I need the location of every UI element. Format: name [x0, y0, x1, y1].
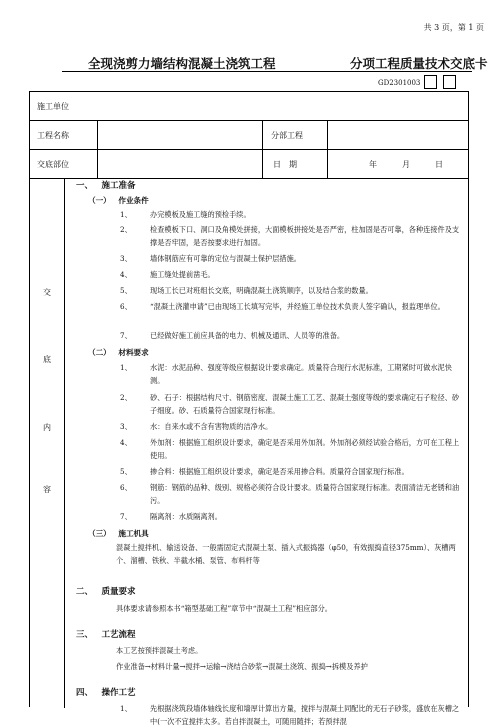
page-number: 共 3 页，第 1 页 [423, 23, 484, 32]
document-title: 全现浇剪力墙结构混凝土浇筑工程 [88, 56, 276, 71]
location-label: 交底部位 [37, 160, 69, 169]
list-item-number: 7、 [120, 512, 132, 521]
list-item-number: 1、 [120, 210, 132, 219]
list-item-text: 办完模板及施工缝的预检手续。 [150, 210, 251, 219]
list-item-number: 2、 [120, 393, 132, 402]
checkbox-2[interactable] [443, 75, 456, 89]
list-item-text: 施工缝处提前凿毛。 [150, 270, 215, 279]
equipment-text: 混凝土搅拌机、输送设备、一般需固定式混凝土泵、插入式振捣器（φ50，有效振捣直径375mm）、灰槽两个、溜槽、铁秋、半截水桶、泵管、布料杆等 [116, 543, 456, 565]
year-label: 年 [369, 160, 377, 169]
construction-unit-field[interactable] [98, 102, 458, 114]
list-item-number: 1、 [120, 704, 132, 713]
process-flow: 作业准备→材料计量→搅拌→运输→浇结合砂浆→混凝土浇筑、振捣→拆模及养护 [116, 662, 368, 671]
location-field[interactable] [100, 157, 258, 171]
list-item-number: 3、 [120, 254, 132, 263]
row-divider [30, 149, 468, 150]
list-item-number: 2、 [120, 225, 132, 234]
side-label-char: 交 [43, 288, 51, 297]
subsection-heading: （二） 材料要求 [88, 348, 149, 357]
list-item-number: 7、 [120, 331, 132, 340]
date-label: 日 期 [273, 160, 297, 169]
list-item-number: 3、 [120, 422, 132, 431]
row-divider [30, 120, 468, 121]
list-item-text: 隔离剂：水质隔离剂。 [150, 512, 222, 521]
section-heading: 一、 施工准备 [76, 181, 136, 191]
title-row [62, 53, 488, 72]
content-body [64, 179, 468, 726]
list-item-text: 外加剂：根据施工组织设计要求，确定是否采用外加剂。外加剂必须经试验合格后，方可在工程上使用。 [150, 438, 460, 460]
list-item-text: 水：自来水或不含有害物质的洁净水。 [150, 422, 273, 431]
list-item-number: 4、 [120, 438, 132, 447]
day-label: 日 [435, 160, 443, 169]
document-subtitle: 分项工程质量技术交底卡 [350, 56, 488, 71]
checkbox-1[interactable] [424, 75, 437, 89]
list-item-number: 6、 [120, 483, 132, 492]
col-divider [262, 121, 263, 178]
list-item-text: 水泥：水泥品种、强度等级应根据设计要求确定。质量符合现行水泥标准，工期紧时可做水泥快测。 [150, 363, 452, 385]
section-heading: 四、 操作工艺 [76, 688, 136, 698]
list-item-number: 5、 [120, 286, 132, 295]
list-item-text: 检查模板下口、洞口及角模处拼接，大面模板拼接处是否严密，柱加固是否可靠，各种连接件及支撑是否牢固，是否按要求进行加固。 [150, 225, 460, 247]
sub-project-label: 分部工程 [271, 131, 303, 140]
form-table [29, 91, 469, 726]
list-item-number: 4、 [120, 270, 132, 279]
month-label: 月 [402, 160, 410, 169]
quality-text: 具体要求请参照本书“箱型基础工程”章节中“混凝土工程”相应部分。 [116, 604, 332, 613]
construction-unit-label: 施工单位 [37, 102, 69, 111]
section-heading: 三、 工艺流程 [76, 630, 136, 640]
col-divider [97, 121, 98, 178]
side-label-char: 容 [43, 485, 51, 494]
subsection-heading: （一） 作业条件 [88, 196, 149, 205]
subsection-heading: （三） 施工机具 [88, 529, 149, 538]
col-divider [327, 121, 328, 178]
process-text: 本工艺按预拌混凝土考虑。 [116, 646, 203, 655]
side-label-char: 内 [43, 423, 51, 432]
list-item-text: 已经做好施工前应具备的电力、机械及通讯、人员等的准备。 [150, 331, 345, 340]
project-name-field[interactable] [100, 128, 258, 142]
list-item-number: 5、 [120, 467, 132, 476]
sub-project-field[interactable] [330, 128, 466, 142]
list-item-text: “混凝土浇灌申请”已由现场工长填写完毕，并经施工单位技术负责人签字确认，报监理单位。 [150, 302, 445, 311]
list-item-text: 现场工长已对班组长交底，明确混凝土浇筑顺序，以及结合浆的数量。 [150, 286, 373, 295]
side-label-char: 底 [43, 355, 51, 364]
list-item-number: 1、 [120, 363, 132, 372]
list-item-text: 掺合料：根据施工组织设计要求，确定是否采用掺合料。质量符合国家现行标准。 [150, 467, 409, 476]
document-code: GD2301003 [378, 79, 421, 87]
list-item-text: 墙体钢筋应有可靠的定位与混凝土保护层措施。 [150, 254, 301, 263]
list-item-number: 6、 [120, 302, 132, 311]
list-item-text: 钢筋：钢筋的品种、级别、规格必须符合设计要求。质量符合国家现行标准。表面清洁无老锈和油污。 [150, 483, 460, 505]
project-name-label: 工程名称 [37, 131, 69, 140]
section-heading: 二、 质量要求 [76, 587, 136, 597]
list-item-text: 先根据浇筑段墙体轴线长度和墙厚计算出方量，搅拌与混凝土同配比的无石子砂浆，盛放在灰槽之中(一次不宜搅拌太多。若自拌混凝土，可随用随拌；若预拌混 [150, 704, 460, 726]
list-item-text: 砂、石子：根据结构尺寸、钢筋密度、混凝土施工工艺、混凝土强度等级的要求确定石子粒径、砂子细度。砂、石质量符合国家现行标准。 [150, 393, 460, 415]
